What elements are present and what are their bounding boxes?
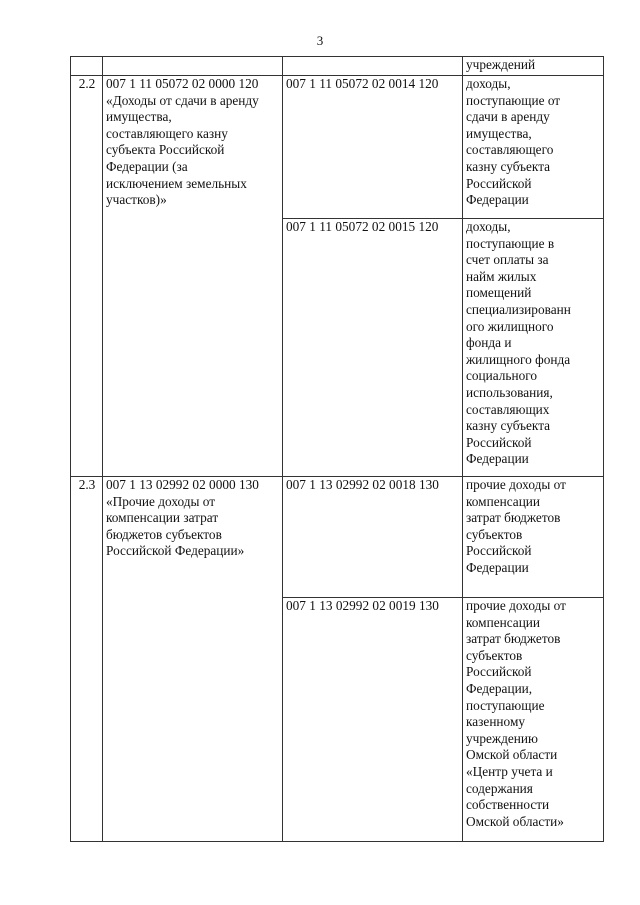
desc-line: специализированн <box>466 301 571 317</box>
desc-line: компенсации <box>466 493 541 509</box>
main-code-cell <box>103 76 283 477</box>
desc-line: прочие доходы от <box>466 477 566 492</box>
desc-line: Федерации <box>466 451 529 467</box>
desc-line: учреждению <box>466 730 538 746</box>
main-name-line: имущества, <box>106 109 172 125</box>
row-number-cell: 2.2 <box>71 76 103 477</box>
desc-line: компенсации <box>466 614 541 630</box>
main-name-line: составляющего казну <box>106 125 228 141</box>
sub-code: 007 1 13 02992 02 0019 130 <box>286 598 439 613</box>
table-row <box>71 477 604 598</box>
main-name-line: исключением земельных <box>106 175 247 191</box>
main-name-line: субъекта Российской <box>106 142 225 158</box>
desc-line: Омской области» <box>466 813 564 829</box>
sub-desc-cell <box>463 598 604 842</box>
desc-line: казну субъекта <box>466 418 551 434</box>
desc-line: использования, <box>466 384 553 400</box>
desc-line: поступающие в <box>466 235 555 251</box>
desc-line: социального <box>466 368 538 384</box>
sub-code: 007 1 13 02992 02 0018 130 <box>286 477 439 492</box>
desc-line: затрат бюджетов <box>466 631 561 647</box>
sub-desc-cell <box>463 477 604 598</box>
desc-line: найм жилых <box>466 268 537 284</box>
desc-line: собственности <box>466 797 550 813</box>
desc-line: поступающие <box>466 697 545 713</box>
desc-line: Федерации, <box>466 680 533 696</box>
sub-code: 007 1 11 05072 02 0014 120 <box>286 76 439 91</box>
main-code: 007 1 11 05072 02 0000 120 <box>106 76 259 91</box>
sub-code-cell <box>283 477 463 598</box>
desc-line: доходы, <box>466 76 511 91</box>
main-code-cell <box>103 477 283 842</box>
desc-line: содержания <box>466 780 533 796</box>
sub-code: 007 1 11 05072 02 0015 120 <box>286 219 439 234</box>
sub-code-cell <box>283 76 463 219</box>
desc-line: жилищного фонда <box>466 351 571 367</box>
carry-over-code-cell <box>103 57 283 76</box>
desc-line: Российской <box>466 543 532 559</box>
desc-line: счет оплаты за <box>466 252 549 268</box>
desc-line: сдачи в аренду <box>466 109 550 125</box>
desc-line: Федерации <box>466 192 529 208</box>
main-name-line: участков)» <box>106 192 167 208</box>
desc-line: Федерации <box>466 559 529 575</box>
desc-line: затрат бюджетов <box>466 510 561 526</box>
carry-over-num-cell <box>71 57 103 76</box>
desc-line: прочие доходы от <box>466 598 566 613</box>
desc-line: доходы, <box>466 219 511 234</box>
carry-over-row <box>71 57 604 76</box>
sub-code-cell <box>283 219 463 477</box>
desc-line: имущества, <box>466 125 532 141</box>
main-name-line: «Доходы от сдачи в аренду <box>106 92 259 108</box>
desc-line: ого жилищного <box>466 318 554 334</box>
desc-line: поступающие от <box>466 92 561 108</box>
sub-desc-cell <box>463 76 604 219</box>
row-number-cell: 2.3 <box>71 477 103 842</box>
desc-line: казну субъекта <box>466 158 551 174</box>
main-name-line: бюджетов субъектов <box>106 526 222 542</box>
main-name-line: Федерации (за <box>106 158 188 174</box>
main-name-line: Российской Федерации» <box>106 543 245 559</box>
desc-line: учреждений <box>466 57 536 72</box>
sub-code-cell <box>283 598 463 842</box>
desc-line: Российской <box>466 664 532 680</box>
desc-line: составляющих <box>466 401 550 417</box>
desc-line: «Центр учета и <box>466 763 553 779</box>
desc-line: казенному <box>466 714 526 730</box>
main-name-line: компенсации затрат <box>106 510 219 526</box>
desc-line: субъектов <box>466 526 523 542</box>
main-code: 007 1 13 02992 02 0000 130 <box>106 477 259 492</box>
carry-over-sub-cell <box>283 57 463 76</box>
desc-line: помещений <box>466 285 532 301</box>
page-number: 3 <box>316 33 324 48</box>
main-name-line: «Прочие доходы от <box>106 493 216 509</box>
desc-line: Российской <box>466 175 532 191</box>
sub-desc-cell <box>463 219 604 477</box>
desc-line: Омской области <box>466 747 558 763</box>
desc-line: фонда и <box>466 335 512 351</box>
table-row <box>71 76 604 219</box>
carry-over-desc-cell <box>463 57 604 76</box>
desc-line: Российской <box>466 434 532 450</box>
income-codes-table <box>70 56 604 842</box>
desc-line: субъектов <box>466 647 523 663</box>
desc-line: составляющего <box>466 142 554 158</box>
